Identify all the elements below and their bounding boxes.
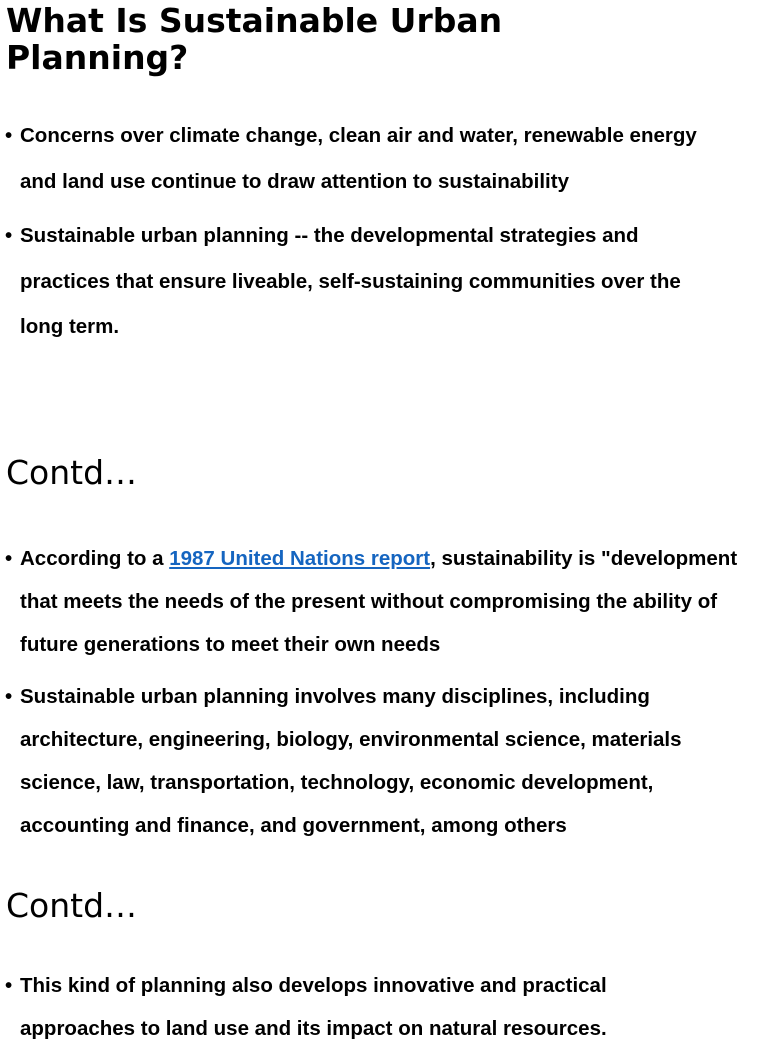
bullet-icon: • bbox=[5, 974, 13, 997]
bullet-text: This kind of planning also develops innovative and practical approaches to land use and its impact on natural resources. bbox=[20, 974, 607, 1040]
section-heading-contd-2: Contd… bbox=[6, 886, 138, 925]
list-item bbox=[0, 113, 730, 204]
bullet-icon: • bbox=[5, 224, 13, 247]
list-item bbox=[0, 964, 690, 1050]
un-report-link[interactable]: 1987 United Nations report bbox=[169, 547, 431, 570]
bullet-icon: • bbox=[5, 685, 13, 708]
bullet-list-1 bbox=[0, 113, 730, 359]
bullet-text: Concerns over climate change, clean air and water, renewable energy and land use continue to draw attention to sustainability bbox=[20, 124, 697, 193]
bullet-text-prefix: According to a bbox=[20, 547, 170, 570]
bullet-list-2 bbox=[0, 537, 762, 856]
list-item bbox=[0, 537, 762, 666]
bullet-text: Sustainable urban planning involves many disciplines, including architecture, engineering, biology, environmental science, materials science, law, transportation, technology, economic development, accounting and finance, and government, among others bbox=[20, 685, 682, 837]
section-heading-contd-1: Contd… bbox=[6, 453, 138, 492]
bullet-list-3 bbox=[0, 964, 690, 1050]
list-item bbox=[0, 213, 710, 350]
bullet-icon: • bbox=[5, 547, 13, 570]
bullet-text-suffix: , sustainability is "development that meets the needs of the present without compromising the ability of future generations to meet their own needs bbox=[20, 547, 738, 656]
bullet-text: Sustainable urban planning -- the developmental strategies and practices that ensure liveable, self-sustaining communities over the long term. bbox=[20, 224, 681, 338]
page-title: What Is Sustainable Urban Planning? bbox=[6, 1, 503, 77]
list-item bbox=[0, 675, 710, 847]
bullet-icon: • bbox=[5, 124, 13, 147]
